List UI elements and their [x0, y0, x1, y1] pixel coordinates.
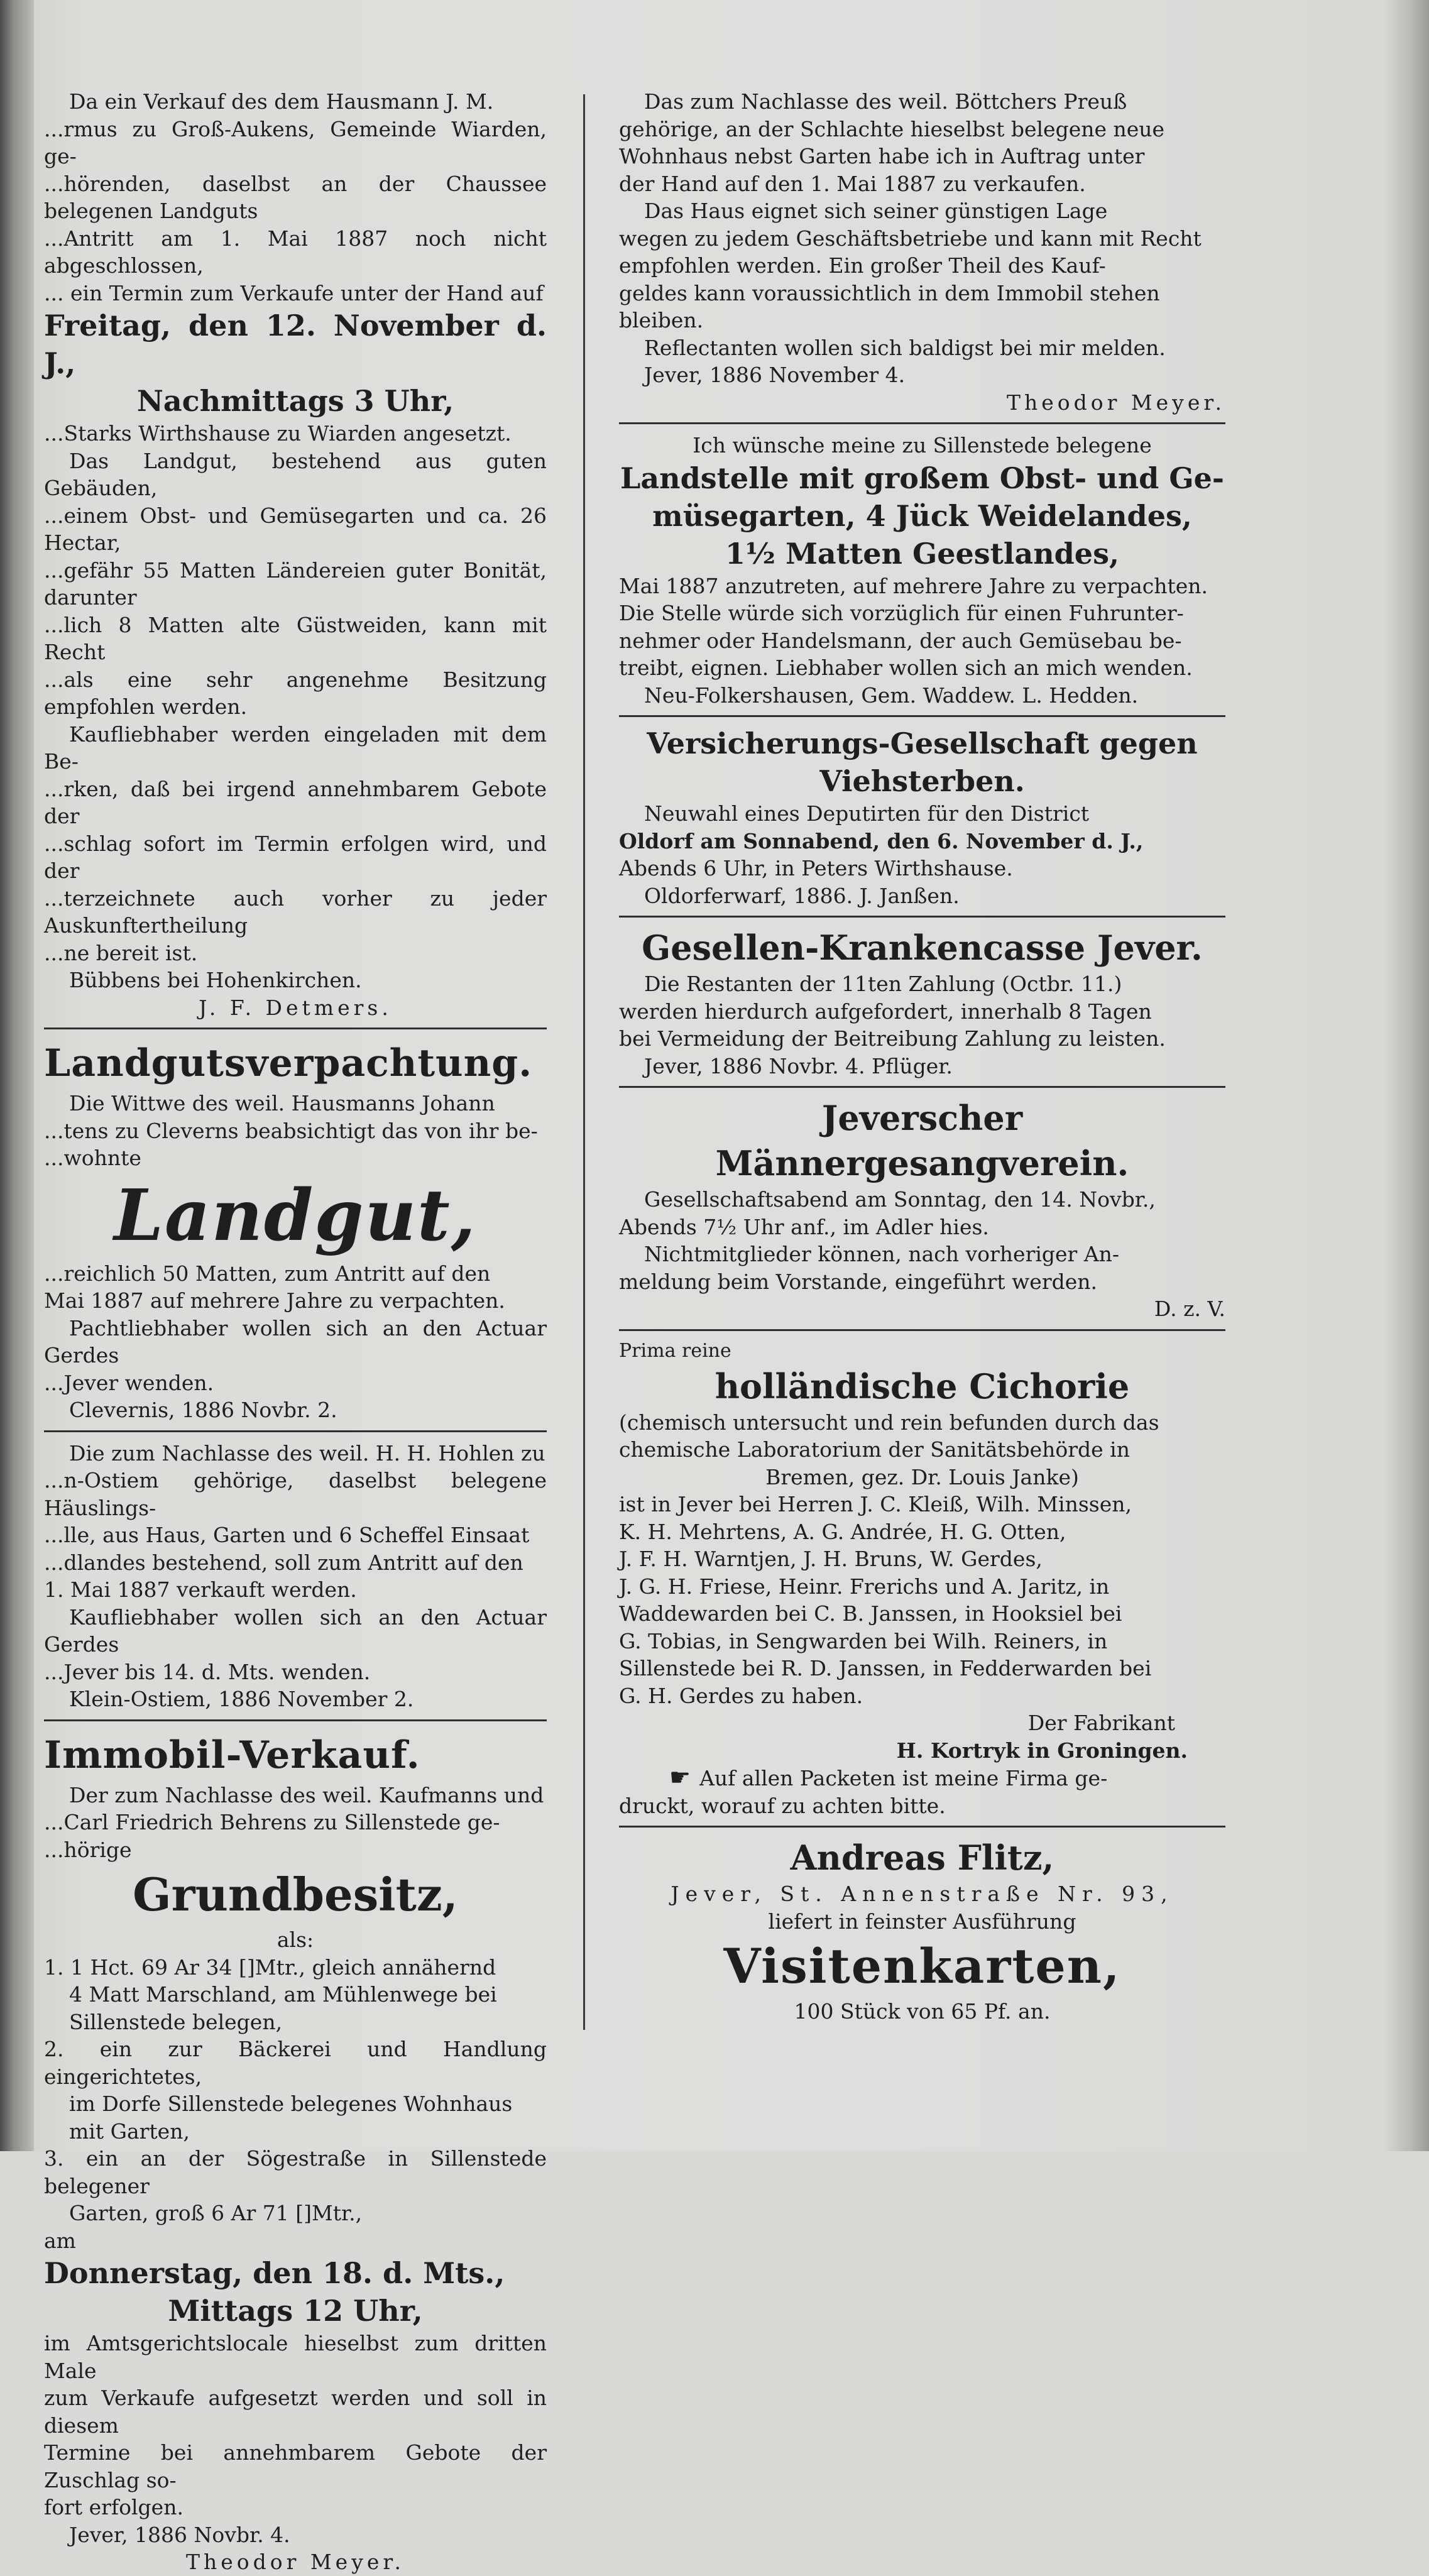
ad-text-line: ...tens zu Cleverns beabsichtigt das von ihr be- [44, 1118, 538, 1143]
ad-text-line: Die zum Nachlasse des weil. H. H. Hohlen zu [69, 1440, 545, 1466]
ad-text-line: Die Restanten der 11ten Zahlung (Octbr. 11.) [644, 972, 1122, 996]
ad-text-line: Termine bei annehmbarem Gebote der Zuschlag so- [44, 2440, 547, 2492]
ad-heading: Landgutsverpachtung. [44, 1041, 533, 1085]
ad-text-line: Abends 7½ Uhr anf., im Adler hies. [619, 1214, 989, 1239]
ad-text-line: ...einem Obst- und Gemüsegarten und ca. 26 Hectar, [44, 503, 547, 555]
ad-text-line: treibt, eignen. Liebhaber wollen sich an mich wenden. [619, 655, 1193, 680]
ad-text-line: Das Haus eignet sich seiner günstigen Lage [644, 199, 1108, 223]
ad-separator [619, 1826, 1225, 1828]
ad-text-line: Clevernis, 1886 Novbr. 2. [69, 1398, 337, 1422]
ad-text-line: nehmer oder Handelsmann, der auch Gemüsebau be- [619, 628, 1182, 653]
ad-text-line: ...wohnte [44, 1146, 141, 1170]
ad-text-line: ...Carl Friedrich Behrens zu Sillenstede ge- [44, 1810, 500, 1834]
ad-text-line: Neuwahl eines Deputirten für den District [644, 801, 1090, 826]
ad-big-line: Landstelle mit großem Obst- und Ge- [620, 461, 1224, 495]
ad-text-line: ...ne bereit ist. [44, 940, 198, 965]
ad-big-word: Landgut, [114, 1174, 477, 1257]
ad-time: Nachmittags 3 Uhr, [136, 384, 454, 418]
ad-text-line: fort erfolgen. [44, 2495, 183, 2519]
ad-separator [619, 916, 1225, 918]
ad-text-line: ...n-Ostiem gehörige, daselbst belegene Häuslings- [44, 1468, 547, 1520]
ad-text-line: zum Verkaufe aufgesetzt werden und soll in diesem [44, 2386, 547, 2438]
ad-separator [44, 1719, 547, 1721]
ad-text-line: Abends 6 Uhr, in Peters Wirthshause. [619, 856, 1013, 880]
ad-text-line: Bübbens bei Hohenkirchen. [69, 968, 362, 992]
left-column [44, 88, 547, 2576]
ad-text-line: Sillenstede bei R. D. Janssen, in Fedderwarden bei [619, 1656, 1152, 1680]
ad-big-line: 1½ Matten Geestlandes, [725, 536, 1119, 571]
ad-text-line: ... ein Termin zum Verkaufe unter der Hand auf [44, 280, 544, 305]
ad-list-item: 1. 1 Hct. 69 Ar 34 []Mtr., gleich annähernd [44, 1954, 496, 1980]
right-column [619, 88, 1225, 2025]
ad-text-line: ...schlag sofort im Termin erfolgen wird, und der [44, 831, 547, 883]
ad-text-line: ...Antritt am 1. Mai 1887 noch nicht abgeschlossen, [44, 226, 547, 278]
ad-visitenkarten [619, 1835, 1225, 2025]
ad-landstelle [619, 432, 1225, 709]
ad-haeuslingsstelle [44, 1440, 547, 1713]
ad-separator [44, 1430, 547, 1432]
ad-text-line: Da ein Verkauf des dem Hausmann J. M. [69, 89, 494, 114]
ad-list-item: mit Garten, [69, 2118, 190, 2144]
ad-text-line: Ich wünsche meine zu Sillenstede belegene [693, 433, 1152, 458]
ad-text-line: gehörige, an der Schlachte hieselbst belegene neue [619, 116, 1165, 141]
ad-note-text: Auf allen Packeten ist meine Firma ge- [699, 1766, 1108, 1790]
ad-text-line: meldung beim Vorstande, eingeführt werden. [619, 1269, 1097, 1294]
ad-big-word: Visitenkarten, [723, 1938, 1121, 1994]
ad-heading: Andreas Flitz, [790, 1838, 1054, 1878]
ad-text-line: Oldorf am Sonnabend, den 6. November d. J., [619, 828, 1144, 853]
ad-big-word: Grundbesitz, [133, 1868, 458, 1921]
ad-separator [619, 1086, 1225, 1088]
ad-text-line: chemische Laboratorium der Sanitätsbehörde in [619, 1437, 1130, 1462]
ad-text-line: Die Wittwe des weil. Hausmanns Johann [69, 1091, 495, 1115]
ad-list-item: 3. ein an der Sögestraße in Sillenstede belegener [44, 2146, 547, 2198]
ad-wohnhaus-verkauf [619, 88, 1225, 416]
ad-text-line: ...rken, daß bei irgend annehmbarem Gebote der [44, 776, 547, 828]
ad-text-line: Reflectanten wollen sich baldigst bei mir melden. [644, 335, 1166, 360]
ad-text-line: ist in Jever bei Herren J. C. Kleiß, Wilh. Minssen, [619, 1492, 1132, 1516]
ad-text-line: Bremen, gez. Dr. Louis Janke) [765, 1464, 1079, 1489]
ad-text-line: ...hörenden, daselbst an der Chaussee belegenen Landguts [44, 171, 547, 223]
ad-text-line: Jever, 1886 November 4. [644, 363, 906, 387]
ad-separator [44, 1028, 547, 1029]
ad-text-line: Neu-Folkershausen, Gem. Waddew. L. Hedden. [644, 682, 1139, 708]
ad-heading: holländische Cichorie [714, 1366, 1130, 1406]
ad-versicherung [619, 725, 1225, 909]
ad-text-line: bleiben. [619, 308, 704, 332]
ad-separator [619, 422, 1225, 424]
ad-text-line: Pachtliebhaber wollen sich an den Actuar Gerdes [44, 1315, 547, 1367]
ad-note [619, 1764, 1225, 1792]
ad-text-line: ...lle, aus Haus, Garten und 6 Scheffel Einsaat [44, 1523, 530, 1547]
ad-signature: J. F. Detmers. [199, 995, 392, 1020]
ad-text-line: Das zum Nachlasse des weil. Böttchers Preuß [644, 89, 1127, 114]
ad-text-line: der Hand auf den 1. Mai 1887 zu verkaufen. [619, 171, 1086, 196]
ad-text-line: ...gefähr 55 Matten Ländereien guter Bonität, darunter [44, 557, 547, 610]
ad-separator [619, 715, 1225, 717]
ad-text-line: werden hierdurch aufgefordert, innerhalb 8 Tagen [619, 999, 1152, 1024]
ad-text-line: 100 Stück von 65 Pf. an. [794, 1999, 1051, 2024]
page-edge [1385, 0, 1429, 2151]
ad-heading: Gesellen-Krankencasse Jever. [642, 928, 1203, 968]
ad-text-line: G. H. Gerdes zu haben. [619, 1683, 863, 1708]
book-binding [0, 0, 34, 2151]
ad-signature: Theodor Meyer. [1006, 390, 1225, 415]
ad-date: Donnerstag, den 18. d. Mts., [44, 2256, 505, 2290]
ad-text-line: im Amtsgerichtslocale hieselbst zum dritten Male [44, 2331, 547, 2383]
ad-text-line: Klein-Ostiem, 1886 November 2. [69, 1687, 414, 1711]
ad-text-line: empfohlen werden. Ein großer Theil des Kauf- [619, 253, 1106, 278]
ad-text-line: wegen zu jedem Geschäftsbetriebe und kann mit Recht [619, 226, 1202, 251]
ad-text-line: G. Tobias, in Sengwarden bei Wilh. Reiners, in [619, 1628, 1108, 1653]
ad-text-line: Kaufliebhaber werden eingeladen mit dem Be- [44, 721, 547, 774]
ad-text-line: Die Stelle würde sich vorzüglich für einen Fuhrunter- [619, 601, 1184, 625]
ad-text-line: am [44, 2228, 76, 2253]
ad-signature: D. z. V. [1154, 1296, 1225, 1321]
ad-heading: Viehsterben. [819, 764, 1025, 798]
ad-text-line: ...lich 8 Matten alte Güstweiden, kann mit Recht [44, 612, 547, 664]
ad-text-line: geldes kann voraussichtlich in dem Immobil stehen [619, 280, 1160, 305]
ad-text-line: liefert in feinster Ausführung [768, 1909, 1076, 1934]
ad-text-line: ...reichlich 50 Matten, zum Antritt auf den [44, 1261, 491, 1286]
ad-list-item: Garten, groß 6 Ar 71 []Mtr., [69, 2201, 363, 2225]
ad-text-line: Mai 1887 anzutreten, auf mehrere Jahre zu verpachten. [619, 573, 1208, 598]
ad-text-line: (chemisch untersucht und rein befunden durch das [619, 1410, 1159, 1435]
ad-text-line: Kaufliebhaber wollen sich an den Actuar Gerdes [44, 1604, 547, 1657]
ad-text-line: Nichtmitglieder können, nach vorheriger An- [644, 1242, 1120, 1266]
ad-big-line: müsegarten, 4 Jück Weidelandes, [652, 498, 1192, 533]
ad-text-line: ...terzeichnete auch vorher zu jeder Auskunftertheilung [44, 885, 547, 938]
ad-text-line: Jever, 1886 Novbr. 4. Pflüger. [644, 1053, 953, 1078]
ad-text-line: Oldorferwarf, 1886. J. Janßen. [644, 883, 960, 908]
ad-text-line: J. F. H. Warntjen, J. H. Bruns, W. Gerdes, [619, 1547, 1043, 1571]
ad-list-item: im Dorfe Sillenstede belegenes Wohnhaus [69, 2091, 513, 2116]
ad-text-line: Wohnhaus nebst Garten habe ich in Auftrag unter [619, 144, 1145, 168]
ad-heading: Immobil-Verkauf. [44, 1733, 420, 1777]
ad-text-line: Mai 1887 auf mehrere Jahre zu verpachten. [44, 1288, 505, 1313]
ad-text-line: Prima reine [619, 1339, 731, 1362]
ad-list-item: 4 Matt Marschland, am Mühlenwege bei [69, 1982, 497, 2007]
ad-heading: Versicherungs-Gesellschaft gegen [647, 726, 1198, 760]
ad-text-line: Das Landgut, bestehend aus guten Gebäuden, [44, 448, 547, 500]
ad-cichorie [619, 1339, 1225, 1820]
ad-text-line: bei Vermeidung der Beitreibung Zahlung zu leisten. [619, 1026, 1166, 1051]
ad-text-line: ...rmus zu Groß-Aukens, Gemeinde Wiarden, ge- [44, 116, 547, 168]
column-divider [583, 94, 585, 2030]
ad-text-line: K. H. Mehrtens, A. G. Andrée, H. G. Otten, [619, 1519, 1066, 1544]
ad-separator [619, 1329, 1225, 1331]
ad-immobil-verkauf [44, 1729, 547, 2576]
ad-signature: Theodor Meyer. [185, 2550, 405, 2574]
ad-landgutsverpachtung [44, 1037, 547, 1424]
ad-text-line: Der Fabrikant [1027, 1711, 1175, 1735]
ad-maennergesangverein [619, 1095, 1225, 1323]
ad-list-item: Sillenstede belegen, [69, 2009, 283, 2034]
ad-date: Freitag, den 12. November d. J., [44, 309, 547, 380]
ad-text-line: druckt, worauf zu achten bitte. [619, 1793, 946, 1818]
ad-text-line: 1. Mai 1887 verkauft werden. [44, 1577, 357, 1602]
ad-text-line: ...Jever bis 14. d. Mts. wenden. [44, 1659, 371, 1684]
ad-time: Mittags 12 Uhr, [168, 2294, 423, 2328]
ad-text-line: J. G. H. Friese, Heinr. Frerichs und A. Jaritz, in [619, 1574, 1110, 1599]
ad-text-line: Jever, 1886 Novbr. 4. [69, 2522, 290, 2547]
ad-maker: H. Kortryk in Groningen. [896, 1738, 1188, 1763]
ad-text-line: ...hörige [44, 1837, 132, 1862]
ad-text-line: als: [276, 1927, 314, 1952]
ad-text-line: ...Jever wenden. [44, 1370, 214, 1395]
ad-text-line: Jever, St. Annenstraße Nr. 93, [671, 1882, 1174, 1906]
pointing-hand-icon: ☛ [669, 1763, 691, 1791]
ad-list-item: 2. ein zur Bäckerei und Handlung eingerichtetes, [44, 2037, 547, 2089]
ad-heading: Jeverscher Männergesangverein. [715, 1098, 1129, 1183]
ad-text-line: ...Starks Wirthshause zu Wiarden angesetzt. [44, 421, 512, 446]
ad-text-line: ...als eine sehr angenehme Besitzung empfohlen werden. [44, 667, 547, 719]
ad-krankencasse [619, 925, 1225, 1080]
ad-text-line: Der zum Nachlasse des weil. Kaufmanns und [69, 1782, 544, 1807]
ad-text-line: Gesellschaftsabend am Sonntag, den 14. Novbr., [644, 1187, 1156, 1212]
ad-text-line: Waddewarden bei C. B. Janssen, in Hooksiel bei [619, 1601, 1122, 1626]
ad-landgut-verkauf [44, 88, 547, 1021]
ad-text-line: ...dlandes bestehend, soll zum Antritt auf den [44, 1550, 523, 1575]
